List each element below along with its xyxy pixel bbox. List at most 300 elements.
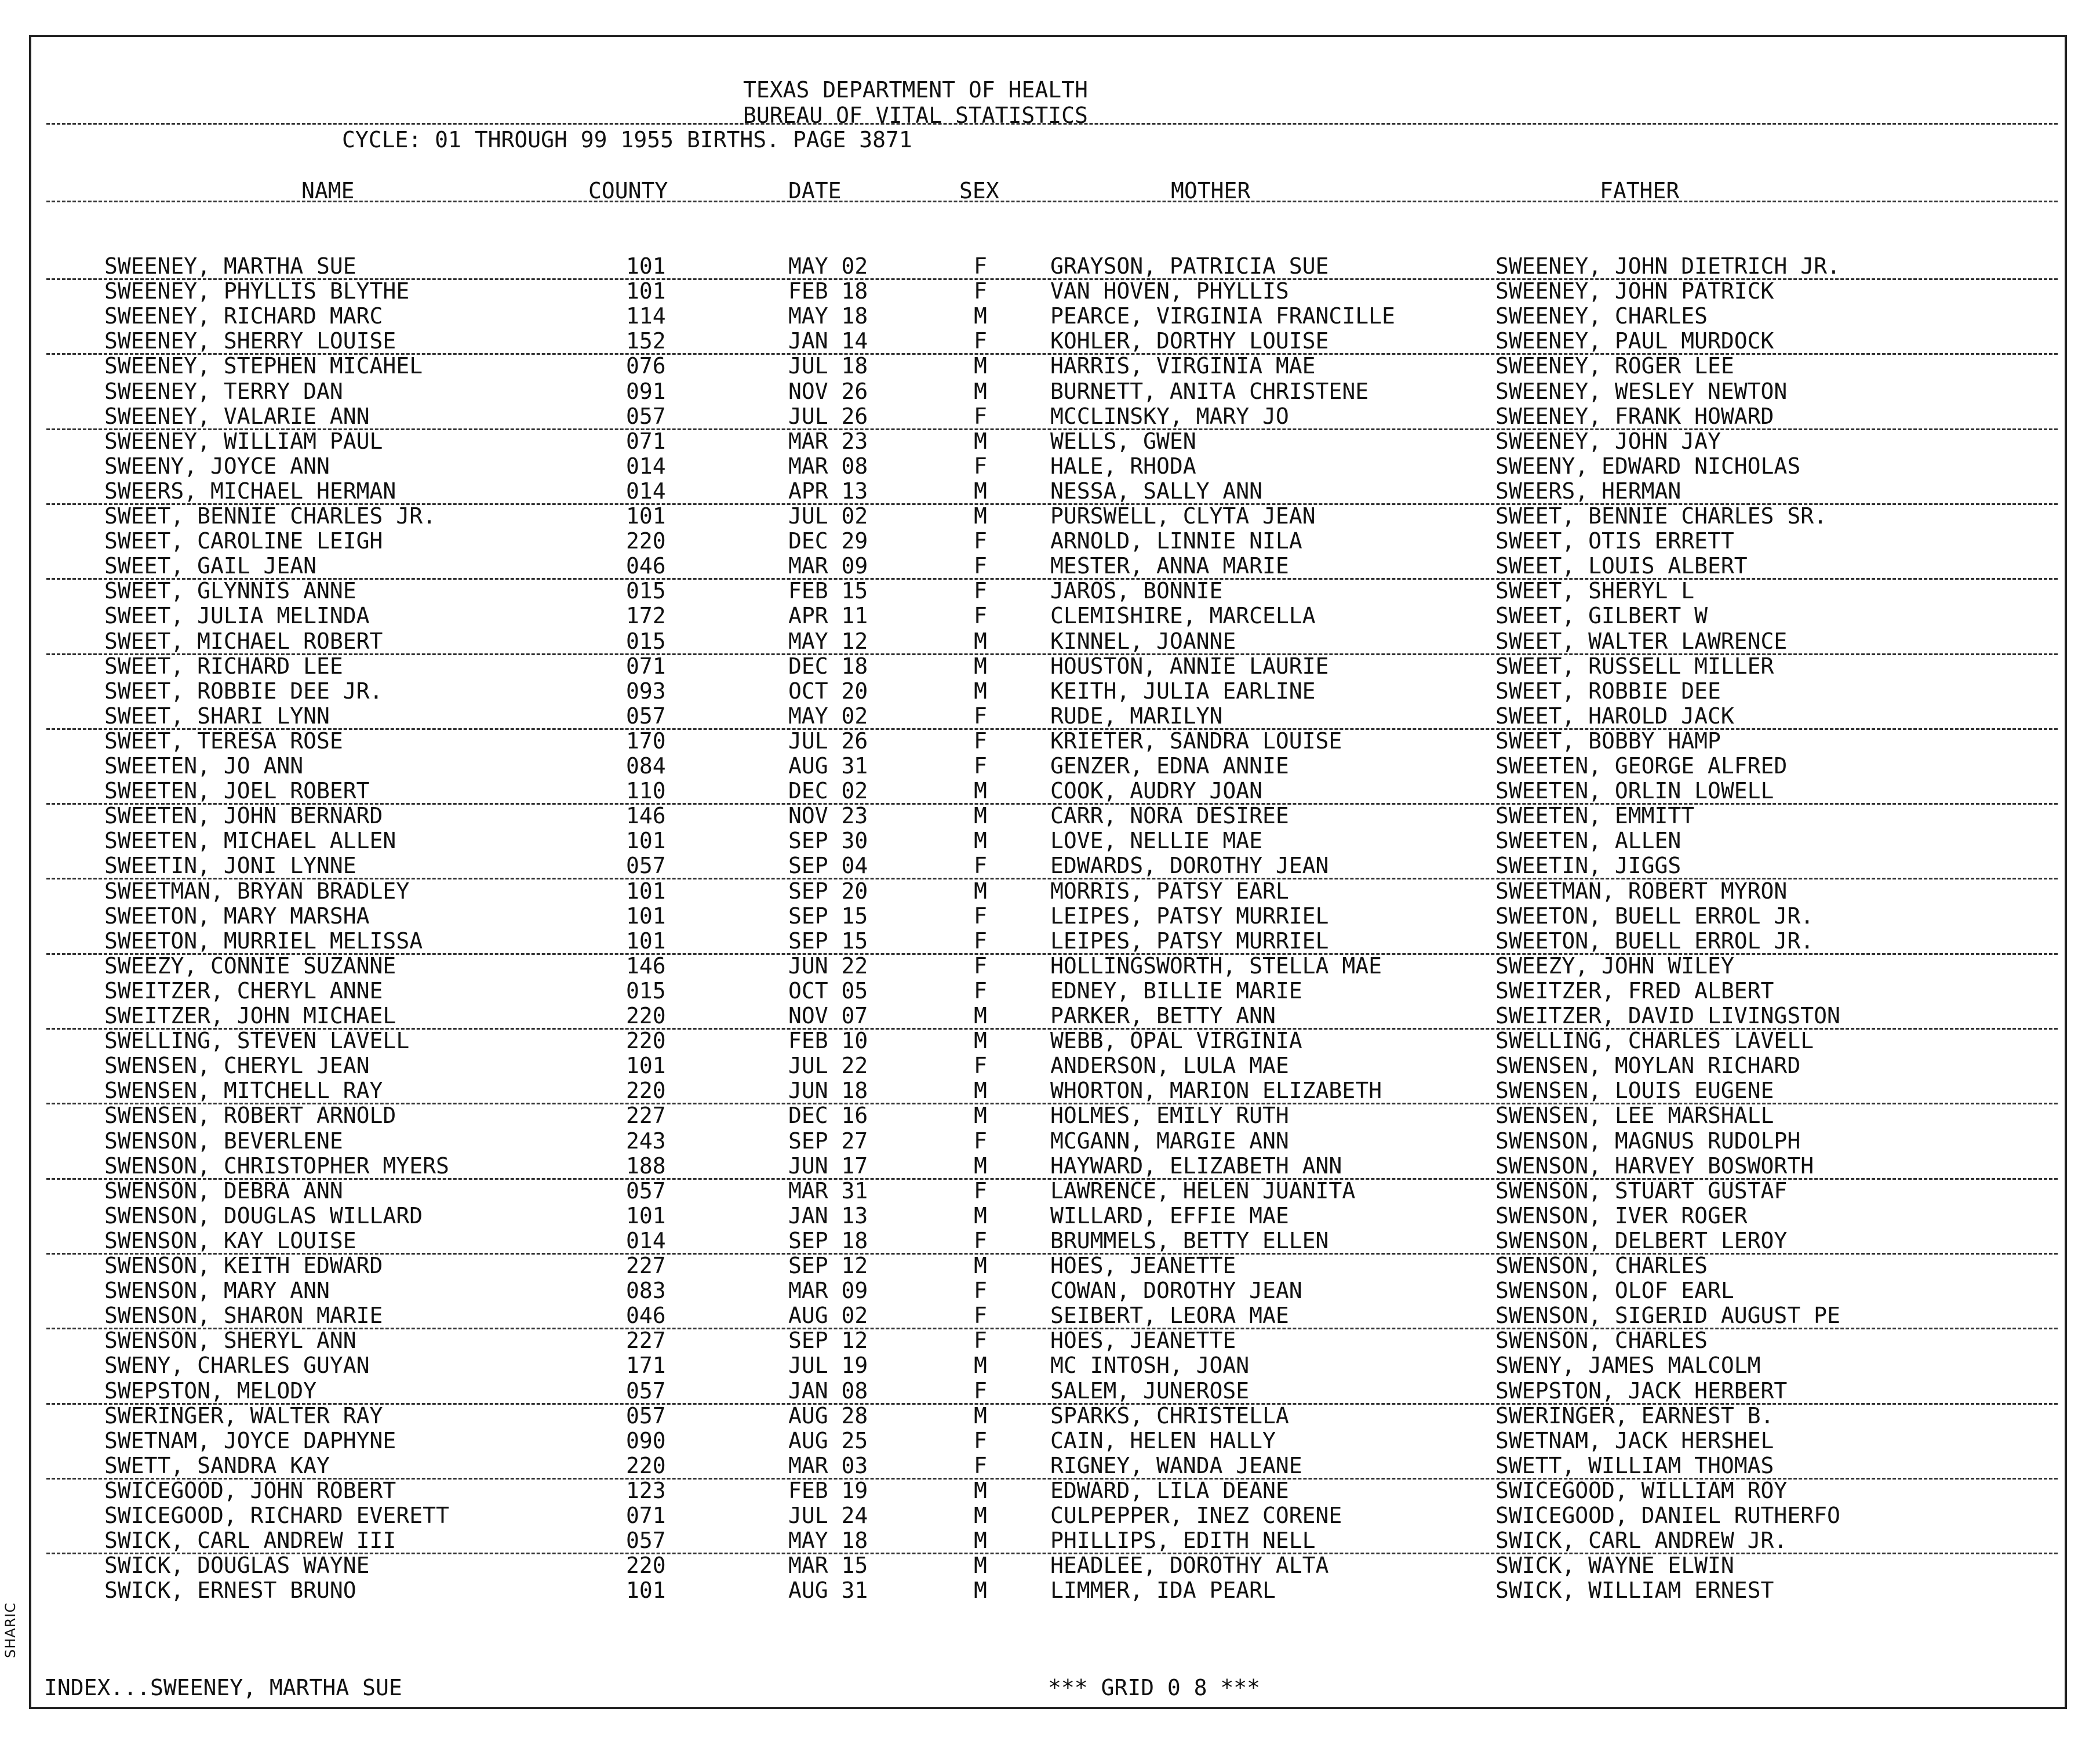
cell-mother: KRIETER, SANDRA LOUISE (1050, 728, 1342, 754)
header-rule-1 (46, 123, 2058, 125)
cell-sex: M (974, 378, 987, 404)
cell-father: SWEENEY, JOHN JAY (1495, 428, 1721, 454)
cell-name: SWEETIN, JONI LYNNE (104, 853, 356, 879)
cell-date: JUN 18 (788, 1078, 868, 1104)
cell-father: SWEEZY, JOHN WILEY (1495, 953, 1734, 979)
cell-name: SWEET, SHARI LYNN (104, 703, 330, 729)
cell-county: 093 (626, 678, 666, 704)
cell-date: JAN 13 (788, 1202, 868, 1228)
cell-father: SWEETON, BUELL ERROL JR. (1495, 928, 1814, 954)
cell-name: SWEEZY, CONNIE SUZANNE (104, 953, 396, 979)
header-title: TEXAS DEPARTMENT OF HEALTH (743, 77, 1088, 103)
cell-county: 146 (626, 803, 666, 829)
table-row (0, 1477, 2100, 1504)
cell-mother: ANDERSON, LULA MAE (1050, 1053, 1289, 1079)
cell-name: SWENSON, BEVERLENE (104, 1128, 343, 1154)
cell-father: SWENSON, HARVEY BOSWORTH (1495, 1153, 1814, 1179)
cell-name: SWEENEY, RICHARD MARC (104, 303, 383, 329)
table-row (0, 705, 2100, 730)
table-row (0, 330, 2100, 355)
col-header-father: FATHER (1600, 178, 1680, 203)
cell-sex: F (974, 1377, 987, 1404)
cell-father: SWENSON, IVER ROGER (1495, 1202, 1748, 1228)
cell-county: 076 (626, 353, 666, 379)
cell-date: MAY 02 (788, 703, 868, 729)
cell-name: SWEENEY, STEPHEN MICAHEL (104, 353, 423, 379)
cell-date: APR 11 (788, 603, 868, 629)
col-header-mother: MOTHER (1171, 178, 1251, 203)
cell-county: 243 (626, 1128, 666, 1154)
cell-mother: JAROS, BONNIE (1050, 578, 1223, 604)
cell-mother: HALE, RHODA (1050, 453, 1196, 479)
cell-sex: F (974, 578, 987, 604)
cell-county: 101 (626, 928, 666, 954)
table-row (0, 855, 2100, 879)
cell-mother: LOVE, NELLIE MAE (1050, 828, 1263, 854)
cell-name: SWEETEN, JOEL ROBERT (104, 778, 370, 804)
cell-father: SWENSON, OLOF EARL (1495, 1278, 1734, 1304)
cell-name: SWENSON, DEBRA ANN (104, 1177, 343, 1204)
footer-index: INDEX...SWEENEY, MARTHA SUE (44, 1675, 402, 1700)
cell-mother: COWAN, DOROTHY JEAN (1050, 1278, 1302, 1304)
cell-sex: F (974, 453, 987, 479)
cell-father: SWEET, ROBBIE DEE (1495, 678, 1721, 704)
table-row (0, 630, 2100, 655)
cell-county: 114 (626, 303, 666, 329)
cell-county: 046 (626, 1303, 666, 1329)
cell-county: 015 (626, 578, 666, 604)
cell-sex: M (974, 1477, 987, 1503)
table-row (0, 1104, 2100, 1129)
cell-mother: HAYWARD, ELIZABETH ANN (1050, 1153, 1342, 1179)
table-row (0, 805, 2100, 830)
table-row (0, 305, 2100, 330)
cell-mother: ARNOLD, LINNIE NILA (1050, 528, 1302, 554)
cell-county: 220 (626, 1003, 666, 1028)
cell-county: 220 (626, 528, 666, 554)
cell-sex: F (974, 1452, 987, 1478)
cell-mother: CARR, NORA DESIREE (1050, 803, 1289, 829)
cell-name: SWEENEY, PHYLLIS BLYTHE (104, 278, 410, 304)
cell-father: SWENSEN, MOYLAN RICHARD (1495, 1053, 1801, 1079)
cell-father: SWEETEN, GEORGE ALFRED (1495, 753, 1788, 779)
cell-sex: F (974, 1128, 987, 1154)
cell-father: SWEET, LOUIS ALBERT (1495, 553, 1748, 579)
cell-name: SWENSON, KAY LOUISE (104, 1227, 356, 1253)
cell-sex: F (974, 703, 987, 729)
cell-mother: HOLLINGSWORTH, STELLA MAE (1050, 953, 1382, 979)
table-row (0, 680, 2100, 705)
table-row (0, 977, 2100, 1005)
cell-mother: LEIPES, PATSY MURRIEL (1050, 903, 1329, 929)
col-header-county: COUNTY (588, 178, 668, 203)
cell-father: SWENSEN, LOUIS EUGENE (1495, 1078, 1774, 1104)
cell-mother: LIMMER, IDA PEARL (1050, 1578, 1276, 1604)
table-row (0, 1130, 2100, 1155)
cell-county: 071 (626, 428, 666, 454)
cell-county: 171 (626, 1353, 666, 1379)
table-row (0, 1202, 2100, 1230)
cell-sex: M (974, 1353, 987, 1379)
table-row (0, 1155, 2100, 1180)
cell-mother: NESSA, SALLY ANN (1050, 478, 1263, 504)
header-rule-2 (46, 201, 2058, 202)
cell-name: SWEET, TERESA ROSE (104, 728, 343, 754)
cell-date: SEP 15 (788, 928, 868, 954)
cell-mother: CAIN, HELEN HALLY (1050, 1427, 1276, 1453)
cell-name: SWELLING, STEVEN LAVELL (104, 1028, 410, 1054)
cell-sex: M (974, 428, 987, 454)
cell-county: 101 (626, 1053, 666, 1079)
cell-name: SWEET, ROBBIE DEE JR. (104, 678, 383, 704)
cell-mother: WEBB, OPAL VIRGINIA (1050, 1028, 1302, 1054)
cell-father: SWENY, JAMES MALCOLM (1495, 1353, 1761, 1379)
cell-county: 146 (626, 953, 666, 979)
cell-date: SEP 12 (788, 1328, 868, 1354)
cell-father: SWEETEN, ORLIN LOWELL (1495, 778, 1774, 804)
cell-sex: F (974, 1303, 987, 1329)
cell-date: JUL 22 (788, 1053, 868, 1079)
cell-name: SWEENEY, VALARIE ANN (104, 403, 370, 429)
col-header-date: DATE (788, 178, 842, 203)
cell-mother: RUDE, MARILYN (1050, 703, 1223, 729)
cell-date: MAY 02 (788, 253, 868, 279)
table-row (0, 905, 2100, 930)
cell-sex: F (974, 1053, 987, 1079)
cell-mother: SPARKS, CHRISTELLA (1050, 1402, 1289, 1429)
cell-date: DEC 29 (788, 528, 868, 554)
cell-name: SWETNAM, JOYCE DAPHYNE (104, 1427, 396, 1453)
cell-name: SWEITZER, CHERYL ANNE (104, 977, 383, 1004)
cell-date: SEP 18 (788, 1227, 868, 1253)
cell-father: SWEENEY, PAUL MURDOCK (1495, 328, 1774, 354)
cell-date: DEC 16 (788, 1103, 868, 1129)
cell-name: SWERINGER, WALTER RAY (104, 1402, 383, 1429)
cell-date: JUL 24 (788, 1503, 868, 1528)
cell-date: FEB 18 (788, 278, 868, 304)
cell-name: SWEENY, JOYCE ANN (104, 453, 330, 479)
table-row (0, 1529, 2100, 1554)
cell-name: SWEETEN, JOHN BERNARD (104, 803, 383, 829)
cell-name: SWICK, ERNEST BRUNO (104, 1578, 356, 1604)
table-row (0, 255, 2100, 280)
cell-father: SWETT, WILLIAM THOMAS (1495, 1452, 1774, 1478)
table-row (0, 955, 2100, 980)
cell-mother: EDWARDS, DOROTHY JEAN (1050, 853, 1329, 879)
cell-name: SWENSON, DOUGLAS WILLARD (104, 1202, 423, 1228)
cell-county: 057 (626, 403, 666, 429)
cell-county: 101 (626, 878, 666, 904)
cell-date: AUG 28 (788, 1402, 868, 1429)
cell-mother: MCGANN, MARGIE ANN (1050, 1128, 1289, 1154)
cell-father: SWEETON, BUELL ERROL JR. (1495, 903, 1814, 929)
cell-name: SWENY, CHARLES GUYAN (104, 1353, 370, 1379)
cell-county: 101 (626, 278, 666, 304)
cell-county: 057 (626, 1402, 666, 1429)
cell-mother: WHORTON, MARION ELIZABETH (1050, 1078, 1382, 1104)
table-row (0, 1304, 2100, 1329)
cell-mother: PEARCE, VIRGINIA FRANCILLE (1050, 303, 1395, 329)
cell-name: SWENSEN, CHERYL JEAN (104, 1053, 370, 1079)
cell-father: SWEET, SHERYL L (1495, 578, 1695, 604)
cell-father: SWEET, BOBBY HAMP (1495, 728, 1721, 754)
cell-sex: F (974, 1427, 987, 1453)
cell-father: SWEENY, EDWARD NICHOLAS (1495, 453, 1801, 479)
cell-name: SWEET, GLYNNIS ANNE (104, 578, 356, 604)
cell-father: SWEET, RUSSELL MILLER (1495, 653, 1774, 679)
cell-county: 227 (626, 1328, 666, 1354)
cell-mother: BURNETT, ANITA CHRISTENE (1050, 378, 1369, 404)
cell-county: 057 (626, 853, 666, 879)
cell-date: NOV 26 (788, 378, 868, 404)
cell-sex: F (974, 1177, 987, 1204)
cell-date: AUG 31 (788, 753, 868, 779)
cell-date: JAN 08 (788, 1377, 868, 1404)
cell-county: 220 (626, 1078, 666, 1104)
cell-county: 014 (626, 1227, 666, 1253)
cell-father: SWICK, CARL ANDREW JR. (1495, 1528, 1788, 1554)
cell-date: OCT 20 (788, 678, 868, 704)
cell-date: JUN 17 (788, 1153, 868, 1179)
cell-county: 014 (626, 453, 666, 479)
cell-name: SWICK, CARL ANDREW III (104, 1528, 396, 1554)
cell-date: JUL 19 (788, 1353, 868, 1379)
cell-father: SWELLING, CHARLES LAVELL (1495, 1028, 1814, 1054)
cell-date: MAR 09 (788, 553, 868, 579)
cell-father: SWEENEY, ROGER LEE (1495, 353, 1734, 379)
cell-county: 101 (626, 828, 666, 854)
cell-father: SWEENEY, CHARLES (1495, 303, 1708, 329)
table-row (0, 1354, 2100, 1379)
cell-date: SEP 30 (788, 828, 868, 854)
table-row (0, 430, 2100, 455)
cell-name: SWICEGOOD, JOHN ROBERT (104, 1477, 396, 1503)
table-row (0, 555, 2100, 580)
cell-sex: F (974, 253, 987, 279)
table-row (0, 1177, 2100, 1205)
cell-county: 015 (626, 977, 666, 1004)
cell-sex: M (974, 803, 987, 829)
cell-sex: M (974, 503, 987, 529)
cell-mother: LAWRENCE, HELEN JUANITA (1050, 1177, 1356, 1204)
cell-father: SWENSON, DELBERT LEROY (1495, 1227, 1788, 1253)
cell-name: SWEENEY, SHERRY LOUISE (104, 328, 396, 354)
cell-county: 101 (626, 903, 666, 929)
cell-mother: HOUSTON, ANNIE LAURIE (1050, 653, 1329, 679)
cell-mother: HOES, JEANETTE (1050, 1253, 1236, 1278)
cell-mother: BRUMMELS, BETTY ELLEN (1050, 1227, 1329, 1253)
cell-county: 057 (626, 1177, 666, 1204)
cell-sex: F (974, 953, 987, 979)
cell-name: SWENSON, MARY ANN (104, 1278, 330, 1304)
cell-father: SWEETIN, JIGGS (1495, 853, 1682, 879)
cell-mother: KOHLER, DORTHY LOUISE (1050, 328, 1329, 354)
cell-father: SWEET, OTIS ERRETT (1495, 528, 1734, 554)
cell-sex: M (974, 1028, 987, 1054)
cell-date: MAR 09 (788, 1278, 868, 1304)
cell-sex: M (974, 1103, 987, 1129)
cell-name: SWEPSTON, MELODY (104, 1377, 317, 1404)
cell-sex: F (974, 528, 987, 554)
cell-name: SWEITZER, JOHN MICHAEL (104, 1003, 396, 1028)
cell-mother: HOES, JEANETTE (1050, 1328, 1236, 1354)
cell-father: SWENSON, CHARLES (1495, 1328, 1708, 1354)
cell-sex: M (974, 1202, 987, 1228)
cell-name: SWEET, MICHAEL ROBERT (104, 628, 383, 654)
cell-mother: GRAYSON, PATRICIA SUE (1050, 253, 1329, 279)
cell-name: SWETT, SANDRA KAY (104, 1452, 330, 1478)
cell-father: SWERINGER, EARNEST B. (1495, 1402, 1774, 1429)
cell-father: SWICK, WAYNE ELWIN (1495, 1553, 1734, 1579)
cell-county: 101 (626, 1578, 666, 1604)
cell-sex: M (974, 1528, 987, 1554)
cell-sex: M (974, 478, 987, 504)
cell-sex: M (974, 828, 987, 854)
cell-county: 057 (626, 1528, 666, 1554)
cell-sex: F (974, 977, 987, 1004)
cell-sex: M (974, 1003, 987, 1028)
cell-sex: M (974, 1503, 987, 1528)
cell-county: 110 (626, 778, 666, 804)
cell-date: AUG 02 (788, 1303, 868, 1329)
cell-father: SWENSON, CHARLES (1495, 1253, 1708, 1278)
cell-date: JAN 14 (788, 328, 868, 354)
cell-name: SWICEGOOD, RICHARD EVERETT (104, 1503, 449, 1528)
cell-name: SWEET, CAROLINE LEIGH (104, 528, 383, 554)
cell-sex: M (974, 653, 987, 679)
cell-county: 123 (626, 1477, 666, 1503)
cell-sex: F (974, 553, 987, 579)
cell-county: 220 (626, 1028, 666, 1054)
cell-sex: F (974, 903, 987, 929)
cell-county: 188 (626, 1153, 666, 1179)
cell-county: 071 (626, 653, 666, 679)
cell-mother: PURSWELL, CLYTA JEAN (1050, 503, 1316, 529)
cell-father: SWENSON, SIGERID AUGUST PE (1495, 1303, 1840, 1329)
cell-name: SWENSEN, MITCHELL RAY (104, 1078, 383, 1104)
cell-name: SWENSON, CHRISTOPHER MYERS (104, 1153, 449, 1179)
cell-mother: CULPEPPER, INEZ CORENE (1050, 1503, 1342, 1528)
cell-sex: M (974, 1153, 987, 1179)
table-row (0, 1030, 2100, 1055)
cell-county: 101 (626, 253, 666, 279)
cell-father: SWEERS, HERMAN (1495, 478, 1682, 504)
cell-mother: MORRIS, PATSY EARL (1050, 878, 1289, 904)
cell-sex: M (974, 778, 987, 804)
table-row (0, 1402, 2100, 1430)
cell-sex: F (974, 603, 987, 629)
table-row (0, 1055, 2100, 1080)
cell-father: SWEITZER, DAVID LIVINGSTON (1495, 1003, 1840, 1028)
table-row (0, 930, 2100, 955)
cell-county: 220 (626, 1553, 666, 1579)
cell-sex: F (974, 403, 987, 429)
header-subtitle: BUREAU OF VITAL STATISTICS (743, 103, 1088, 128)
cell-date: SEP 12 (788, 1253, 868, 1278)
table-row (0, 1280, 2100, 1304)
cell-sex: M (974, 628, 987, 654)
cell-sex: F (974, 1328, 987, 1354)
cell-date: SEP 15 (788, 903, 868, 929)
cell-date: JUL 18 (788, 353, 868, 379)
cell-date: AUG 25 (788, 1427, 868, 1453)
cell-date: FEB 15 (788, 578, 868, 604)
cell-father: SWEET, WALTER LAWRENCE (1495, 628, 1788, 654)
cell-sex: F (974, 1278, 987, 1304)
cell-date: SEP 20 (788, 878, 868, 904)
cell-mother: VAN HOVEN, PHYLLIS (1050, 278, 1289, 304)
cell-date: MAR 31 (788, 1177, 868, 1204)
cycle-line: CYCLE: 01 THROUGH 99 1955 BIRTHS. PAGE 3871 (342, 127, 912, 152)
cell-sex: F (974, 928, 987, 954)
cell-date: JUL 26 (788, 728, 868, 754)
cell-date: APR 13 (788, 478, 868, 504)
table-row (0, 1005, 2100, 1030)
table-row (0, 1377, 2100, 1405)
cell-mother: COOK, AUDRY JOAN (1050, 778, 1263, 804)
table-row (0, 455, 2100, 480)
cell-sex: F (974, 853, 987, 879)
cell-sex: M (974, 1553, 987, 1579)
table-row (0, 880, 2100, 905)
table-row (0, 580, 2100, 605)
cell-father: SWEPSTON, JACK HERBERT (1495, 1377, 1788, 1404)
cell-sex: F (974, 278, 987, 304)
cell-mother: GENZER, EDNA ANNIE (1050, 753, 1289, 779)
cell-father: SWETNAM, JACK HERSHEL (1495, 1427, 1774, 1453)
cell-county: 152 (626, 328, 666, 354)
table-row (0, 1329, 2100, 1354)
cell-date: SEP 27 (788, 1128, 868, 1154)
cell-father: SWEETMAN, ROBERT MYRON (1495, 878, 1788, 904)
cell-county: 172 (626, 603, 666, 629)
cell-mother: MCCLINSKY, MARY JO (1050, 403, 1289, 429)
table-row (0, 1504, 2100, 1529)
cell-name: SWEETON, MARY MARSHA (104, 903, 370, 929)
cell-name: SWENSON, SHARON MARIE (104, 1303, 383, 1329)
col-header-name: NAME (301, 178, 355, 203)
cell-date: MAR 15 (788, 1553, 868, 1579)
cell-county: 227 (626, 1103, 666, 1129)
cell-father: SWENSON, MAGNUS RUDOLPH (1495, 1128, 1801, 1154)
cell-sex: M (974, 1402, 987, 1429)
cell-father: SWEET, BENNIE CHARLES SR. (1495, 503, 1827, 529)
cell-sex: M (974, 1253, 987, 1278)
table-row (0, 355, 2100, 380)
cell-date: NOV 23 (788, 803, 868, 829)
cell-name: SWEET, RICHARD LEE (104, 653, 343, 679)
cell-mother: PHILLIPS, EDITH NELL (1050, 1528, 1316, 1554)
cell-date: DEC 18 (788, 653, 868, 679)
cell-mother: HARRIS, VIRGINIA MAE (1050, 353, 1316, 379)
cell-mother: RIGNEY, WANDA JEANE (1050, 1452, 1302, 1478)
cell-father: SWEENEY, JOHN DIETRICH JR. (1495, 253, 1840, 279)
cell-father: SWEET, HAROLD JACK (1495, 703, 1734, 729)
table-row (0, 780, 2100, 805)
cell-county: 083 (626, 1278, 666, 1304)
cell-sex: M (974, 878, 987, 904)
cell-date: AUG 31 (788, 1578, 868, 1604)
cell-date: JUL 26 (788, 403, 868, 429)
cell-mother: SEIBERT, LEORA MAE (1050, 1303, 1289, 1329)
cell-father: SWENSON, STUART GUSTAF (1495, 1177, 1788, 1204)
cell-name: SWEETEN, MICHAEL ALLEN (104, 828, 396, 854)
cell-name: SWEENEY, TERRY DAN (104, 378, 343, 404)
table-row (0, 1579, 2100, 1604)
cell-father: SWEETEN, ALLEN (1495, 828, 1682, 854)
cell-sex: F (974, 1227, 987, 1253)
side-label: SHARIC (2, 1602, 19, 1658)
